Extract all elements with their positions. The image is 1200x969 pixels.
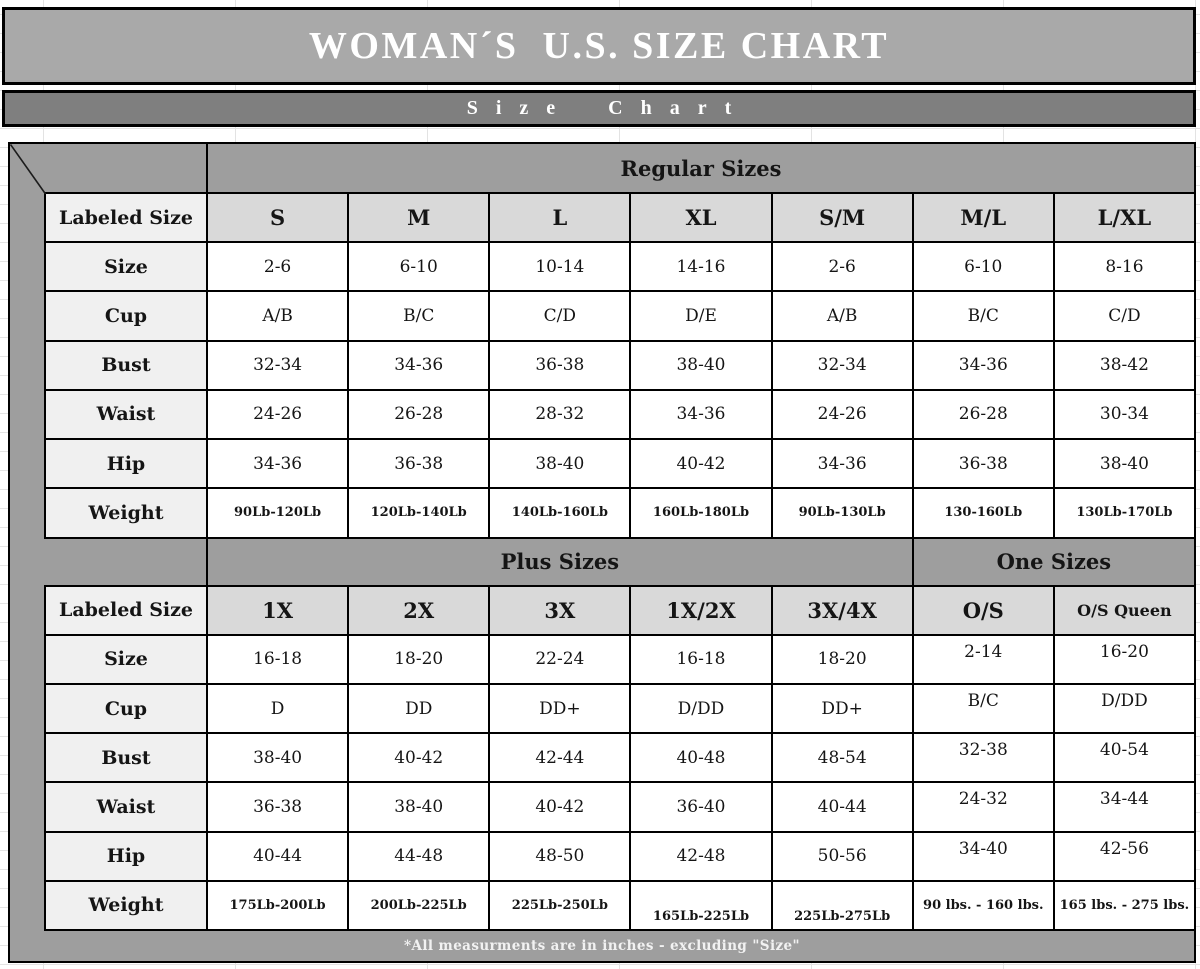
data-cell: 40-48: [631, 734, 770, 781]
data-cell: 42-44: [490, 734, 629, 781]
page-title-banner: [2, 7, 1196, 85]
data-cell: 38-40: [349, 783, 488, 830]
column-header: L/XL: [1055, 194, 1194, 241]
row-label: Hip: [44, 440, 206, 487]
row-label: Size: [44, 243, 206, 290]
data-cell: 42-48: [631, 833, 770, 880]
data-cell: 24-32: [914, 783, 1053, 830]
column-header: 3X: [490, 587, 629, 634]
data-cell: 225Lb-250Lb: [490, 882, 629, 929]
row-label: Waist: [44, 391, 206, 438]
data-cell: 26-28: [914, 391, 1053, 438]
data-cell: 34-36: [914, 342, 1053, 389]
data-cell: A/B: [773, 292, 912, 339]
data-cell: 225Lb-275Lb: [773, 882, 912, 929]
data-cell: 40-44: [773, 783, 912, 830]
column-header: O/S Queen: [1055, 587, 1194, 634]
data-cell: 34-36: [631, 391, 770, 438]
data-cell: 90 lbs. - 160 lbs.: [914, 882, 1053, 929]
data-cell: A/B: [208, 292, 347, 339]
size-chart-table: [8, 142, 1196, 963]
column-header: L: [490, 194, 629, 241]
data-cell: 32-38: [914, 734, 1053, 781]
column-header: M/L: [914, 194, 1053, 241]
data-cell: 34-44: [1055, 783, 1194, 830]
data-cell: B/C: [914, 685, 1053, 732]
data-cell: 32-34: [773, 342, 912, 389]
data-cell: 40-44: [208, 833, 347, 880]
data-cell: 36-38: [490, 342, 629, 389]
column-header: 1X/2X: [631, 587, 770, 634]
column-header: 3X/4X: [773, 587, 912, 634]
data-cell: 160Lb-180Lb: [631, 489, 770, 536]
data-cell: D/DD: [631, 685, 770, 732]
data-cell: 120Lb-140Lb: [349, 489, 488, 536]
data-cell: DD+: [773, 685, 912, 732]
section-band-label: Plus Sizes: [208, 539, 912, 585]
data-cell: 50-56: [773, 833, 912, 880]
data-cell: 6-10: [349, 243, 488, 290]
data-cell: 2-6: [773, 243, 912, 290]
data-cell: 18-20: [773, 636, 912, 683]
data-cell: 26-28: [349, 391, 488, 438]
data-cell: 48-50: [490, 833, 629, 880]
data-cell: 40-42: [490, 783, 629, 830]
column-header: M: [349, 194, 488, 241]
data-cell: 34-36: [773, 440, 912, 487]
data-cell: 2-14: [914, 636, 1053, 683]
data-cell: 8-16: [1055, 243, 1194, 290]
data-cell: 38-40: [631, 342, 770, 389]
data-cell: 165Lb-225Lb: [631, 882, 770, 929]
column-header: S/M: [773, 194, 912, 241]
row-label: Bust: [44, 342, 206, 389]
column-header: S: [208, 194, 347, 241]
data-cell: 18-20: [349, 636, 488, 683]
data-cell: 36-38: [914, 440, 1053, 487]
data-cell: 10-14: [490, 243, 629, 290]
data-cell: 2-6: [208, 243, 347, 290]
data-cell: 38-42: [1055, 342, 1194, 389]
data-cell: 22-24: [490, 636, 629, 683]
data-cell: C/D: [490, 292, 629, 339]
data-cell: 40-42: [349, 734, 488, 781]
row-label: Size: [44, 636, 206, 683]
data-cell: D: [208, 685, 347, 732]
data-cell: 14-16: [631, 243, 770, 290]
data-cell: 200Lb-225Lb: [349, 882, 488, 929]
data-cell: 34-36: [208, 440, 347, 487]
data-cell: 130-160Lb: [914, 489, 1053, 536]
size-grid: [44, 144, 1194, 931]
data-cell: 28-32: [490, 391, 629, 438]
data-cell: 140Lb-160Lb: [490, 489, 629, 536]
row-header-label: Labeled Size: [44, 587, 206, 634]
data-cell: 16-20: [1055, 636, 1194, 683]
column-header: 2X: [349, 587, 488, 634]
footnote-band: [10, 931, 1194, 961]
row-label: Cup: [44, 292, 206, 339]
data-cell: 16-18: [631, 636, 770, 683]
data-cell: 32-34: [208, 342, 347, 389]
data-cell: 34-36: [349, 342, 488, 389]
row-label: Cup: [44, 685, 206, 732]
footnote-text: *All measurments are in inches - excluding "Size": [404, 938, 800, 954]
data-cell: 38-40: [208, 734, 347, 781]
data-cell: 36-38: [349, 440, 488, 487]
column-header: XL: [631, 194, 770, 241]
data-cell: 36-40: [631, 783, 770, 830]
data-cell: 24-26: [208, 391, 347, 438]
data-cell: 16-18: [208, 636, 347, 683]
data-cell: 90Lb-120Lb: [208, 489, 347, 536]
data-cell: 40-54: [1055, 734, 1194, 781]
data-cell: DD+: [490, 685, 629, 732]
section-band-label: One Sizes: [914, 539, 1194, 585]
corner-diagonal-line: [10, 144, 48, 196]
data-cell: 38-40: [1055, 440, 1194, 487]
row-label: Bust: [44, 734, 206, 781]
data-cell: 165 lbs. - 275 lbs.: [1055, 882, 1194, 929]
data-cell: 6-10: [914, 243, 1053, 290]
data-cell: 44-48: [349, 833, 488, 880]
data-cell: 34-40: [914, 833, 1053, 880]
data-cell: 24-26: [773, 391, 912, 438]
data-cell: 40-42: [631, 440, 770, 487]
page-title: WOMAN´S U.S. SIZE CHART: [308, 25, 890, 67]
row-header-label: Labeled Size: [44, 194, 206, 241]
data-cell: 48-54: [773, 734, 912, 781]
data-cell: 42-56: [1055, 833, 1194, 880]
page-subtitle-banner: [2, 90, 1196, 127]
row-label: Waist: [44, 783, 206, 830]
data-cell: 175Lb-200Lb: [208, 882, 347, 929]
data-cell: D/E: [631, 292, 770, 339]
column-header: 1X: [208, 587, 347, 634]
row-label: Hip: [44, 833, 206, 880]
data-cell: C/D: [1055, 292, 1194, 339]
data-cell: 36-38: [208, 783, 347, 830]
section-band-spacer: [44, 144, 206, 192]
section-band-label: Regular Sizes: [208, 144, 1194, 192]
column-header: O/S: [914, 587, 1053, 634]
row-label: Weight: [44, 489, 206, 536]
page-subtitle: Size Chart: [466, 97, 750, 119]
data-cell: 30-34: [1055, 391, 1194, 438]
data-cell: D/DD: [1055, 685, 1194, 732]
data-cell: DD: [349, 685, 488, 732]
data-cell: 38-40: [490, 440, 629, 487]
data-cell: 90Lb-130Lb: [773, 489, 912, 536]
data-cell: 130Lb-170Lb: [1055, 489, 1194, 536]
data-cell: B/C: [349, 292, 488, 339]
section-band-spacer: [44, 539, 206, 585]
data-cell: B/C: [914, 292, 1053, 339]
row-label: Weight: [44, 882, 206, 929]
